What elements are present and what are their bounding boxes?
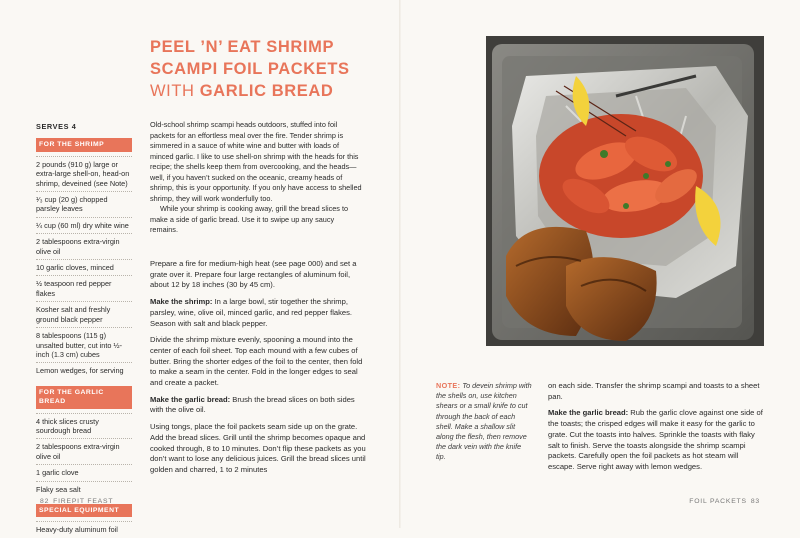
- ingredient-item: ¹⁄₃ cup (20 g) chopped parsley leaves: [36, 191, 132, 217]
- title-line-2: SCAMPI FOIL PACKETS: [150, 60, 350, 78]
- title-garlic-bread: GARLIC BREAD: [199, 82, 334, 100]
- section-head-equipment: SPECIAL EQUIPMENT: [36, 504, 132, 517]
- step-text: Brush the bread slices on both sides with the olive oil.: [150, 394, 355, 415]
- ingredient-item: Flaky sea salt: [36, 481, 132, 497]
- photo-illustration: [486, 36, 764, 346]
- ingredients-sidebar: [36, 122, 132, 538]
- folio-left: [36, 498, 113, 505]
- section-head-shrimp: FOR THE SHRIMP: [36, 138, 132, 151]
- ingredient-item: 2 tablespoons extra-virgin olive oil: [36, 233, 132, 259]
- title-line-1: PEEL ’N’ EAT SHRIMP: [150, 38, 335, 56]
- ingredient-item: Lemon wedges, for serving: [36, 362, 132, 378]
- ingredient-item: 2 pounds (910 g) large or extra-large shell-on, head-on shrimp, deveined (see Note): [36, 156, 132, 191]
- running-head-left: FIREPIT FEAST: [53, 498, 114, 505]
- title-with: WITH: [150, 82, 200, 100]
- ingredient-item: ½ teaspoon red pepper flakes: [36, 275, 132, 301]
- note-label: NOTE:: [436, 381, 461, 390]
- method-paragraph: Prepare a fire for medium-high heat (see page 000) and set a grate over it. Prepare four large rectangles of aluminum foil, about 12 by 18 inches (30 by 45 cm).: [150, 259, 357, 290]
- step-lead: Make the garlic bread:: [150, 394, 231, 404]
- recipe-photo: [486, 36, 764, 346]
- method-paragraph: [150, 297, 366, 329]
- folio-right: [689, 498, 764, 505]
- method-paragraph: [150, 395, 366, 416]
- method-paragraph: Using tongs, place the foil packets seam side up on the grate. Add the bread slices. Grill until the shrimp becomes opaque and cooked through, 8 to 10 minutes. Don’t flip these packets as you don’t want to lose any delicious juices. Grill the bread slices until golden and charred, 1 to 2 minutes: [150, 422, 366, 474]
- page-number-left: 82: [40, 498, 50, 505]
- step-text: Rub the garlic clove against one side of the toasts; the crisped edges will make it easy for the garlic to grate. Cut the toasts into halves. Sprinkle the toasts with flaky salt to finish. Serve the toasts alongside the shrimp scampi packets. Carefully open the foil packets as hot steam will escape. Serve right away with lemon wedges.: [548, 408, 763, 471]
- method-paragraph: [548, 408, 764, 472]
- ingredient-item: ¼ cup (60 ml) dry white wine: [36, 217, 132, 233]
- ingredient-item: 2 tablespoons extra-virgin olive oil: [36, 438, 132, 464]
- ingredient-item: Kosher salt and freshly ground black pepper: [36, 301, 132, 327]
- headnote-paragraph: Old-school shrimp scampi heads outdoors, stuffed into foil packets for an effortless meal over the fire. Tender shrimp is simmered in a sauce of white wine and butter with loads of minced garlic. I like to use shell-on shrimp with the heads for this recipe; the shells keep them from overcooking, and the heads—well, if you haven’t sucked on the oceanic, creamy heads of shrimp, this is your opportunity. If you only have access to shelled shrimp, they will work wonderfully too.: [150, 120, 362, 203]
- step-lead: Make the shrimp:: [150, 297, 213, 307]
- serves-label: SERVES 4: [36, 122, 77, 131]
- running-head-right: FOIL PACKETS: [689, 498, 747, 505]
- recipe-title: [150, 36, 390, 102]
- method-paragraph: Divide the shrimp mixture evenly, spooning a mound into the center of each foil sheet. Top each mound with a few cubes of butter. Bring the shorter edges of the foil to the center, then fold to make a seam in the center. Fold in the longer edges to seal and create a packet.: [150, 335, 363, 388]
- ingredient-item: 10 garlic cloves, minced: [36, 259, 132, 275]
- headnote-paragraph: While your shrimp is cooking away, grill the bread slices to make a side of garlic bread. Use it to swipe up any saucy remains.: [150, 204, 349, 234]
- ingredient-item: Heavy-duty aluminum foil: [36, 521, 132, 537]
- step-lead: Make the garlic bread:: [548, 408, 629, 418]
- recipe-note: [436, 381, 532, 463]
- recipe-headnote: [150, 120, 364, 236]
- page-number-right: 83: [750, 498, 760, 505]
- method-paragraph: on each side. Transfer the shrimp scampi and toasts to a sheet pan.: [548, 381, 760, 401]
- step-text: In a large bowl, stir together the shrimp, parsley, wine, olive oil, minced garlic, and red pepper flakes. Season with salt and black pepper.: [150, 297, 353, 328]
- recipe-method-continued: [548, 381, 764, 479]
- ingredient-item: 8 tablespoons (115 g) unsalted butter, cut into ½-inch (1.3 cm) cubes: [36, 327, 132, 362]
- page-gutter: [399, 0, 401, 528]
- ingredient-item: 1 garlic clove: [36, 464, 132, 480]
- note-text: To devein shrimp with the shells on, use kitchen shears or a small knife to cut through the back of each shell. Make a shallow slit along the flesh, then remove the dark vein with the knife tip.: [436, 381, 532, 462]
- title-line-3: [150, 80, 390, 102]
- recipe-method: [150, 259, 366, 482]
- section-head-garlic-bread: FOR THE GARLIC BREAD: [36, 386, 132, 409]
- ingredient-item: 4 thick slices crusty sourdough bread: [36, 413, 132, 439]
